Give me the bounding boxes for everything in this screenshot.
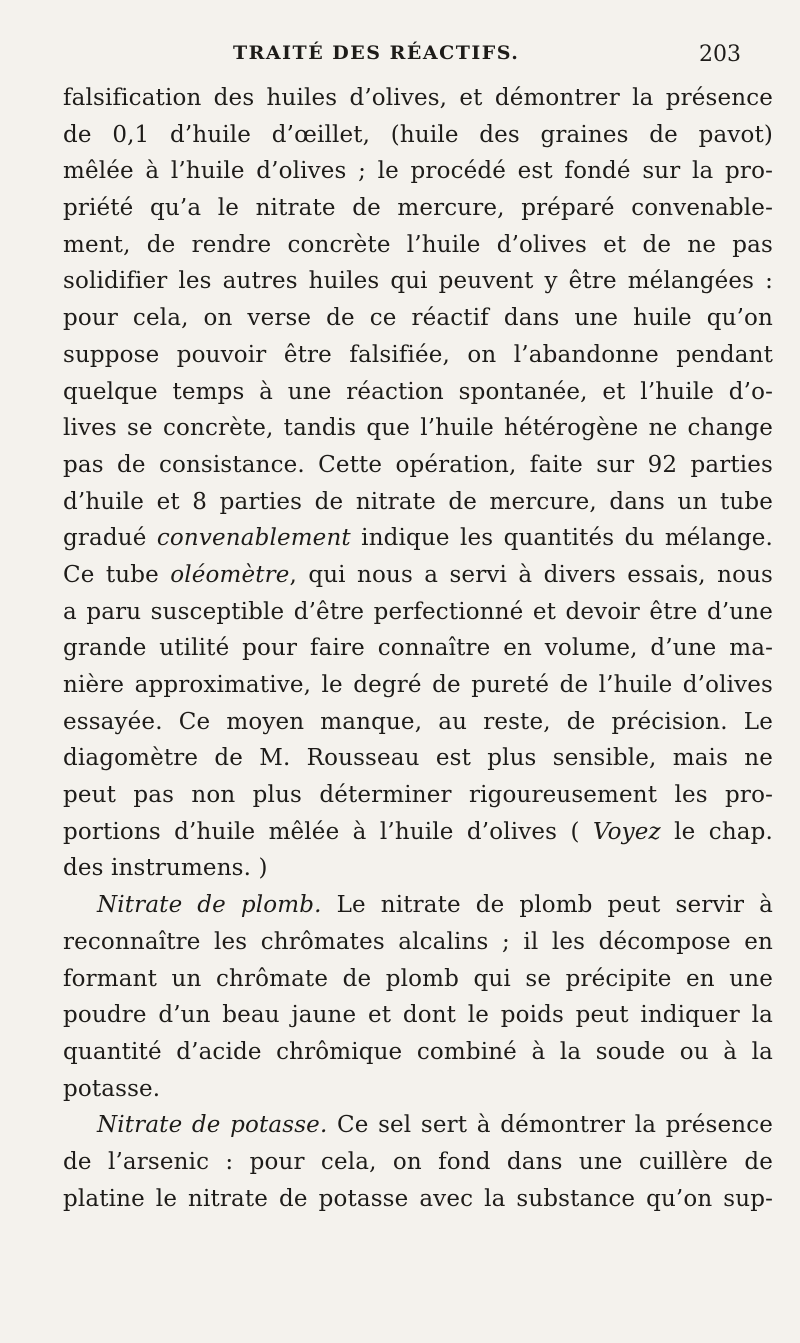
page-number: 203 [699, 42, 741, 67]
text-line [63, 410, 773, 447]
text-segment: falsification des huiles d’olives, et démontrer la présence [63, 85, 773, 111]
text-segment: Ce sel sert à démontrer la présence [327, 1112, 773, 1139]
text-line [63, 777, 773, 814]
text-segment: de 0,1 d’huile d’œillet, (huile des graines de pavot) [63, 121, 773, 148]
text-segment: grande utilité pour faire connaître en volume, d’une ma- [63, 635, 773, 662]
text-segment: quelque temps à une réaction spontanée, et l’huile d’o- [63, 378, 773, 405]
text-line [63, 447, 773, 484]
text-segment: indique les quantités du mélange. [350, 525, 773, 552]
text-line [63, 80, 773, 117]
text-line [63, 190, 773, 227]
text-line [63, 1181, 773, 1218]
text-segment: suppose pouvoir être falsifiée, on l’abandonne pendant [63, 341, 773, 368]
text-line [63, 850, 773, 887]
text-line [63, 1034, 773, 1071]
text-line [63, 117, 773, 154]
text-segment: quantité d’acide chrômique combiné à la soude ou à la [63, 1038, 773, 1065]
text-segment: platine le nitrate de potasse avec la substance qu’on sup- [63, 1185, 773, 1212]
text-line [63, 997, 773, 1034]
text-segment: a paru susceptible d’être perfectionné et devoir être d’une [63, 598, 773, 625]
text-line [63, 300, 773, 337]
text-segment: , qui nous a servi à divers essais, nous [289, 561, 773, 588]
text-line [63, 337, 773, 374]
text-line [63, 704, 773, 741]
text-segment: diagomètre de M. Rousseau est plus sensible, mais ne [63, 745, 773, 772]
italic-text: Nitrate de plomb. [97, 892, 322, 919]
italic-text: oléomètre [170, 561, 290, 588]
text-segment: lives se concrète, tandis que l’huile hétérogène ne change [63, 415, 773, 442]
text-segment: Ce tube [63, 561, 171, 588]
text-segment: poudre d’un beau jaune et dont le poids peut indiquer la [63, 1002, 773, 1029]
text-line [63, 667, 773, 704]
text-segment: pas de consistance. Cette opération, faite sur 92 parties [63, 451, 773, 478]
text-segment: nière approximative, le degré de pureté de l’huile d’olives [63, 672, 773, 698]
text-segment: de l’arsenic : pour cela, on fond dans une cuillère de [63, 1148, 773, 1175]
text-segment: Le nitrate de plomb peut servir à [321, 892, 773, 919]
italic-text: convenablement [156, 525, 351, 552]
text-line [63, 263, 773, 300]
text-segment: reconnaître les chrômates alcalins ; il les décompose en [63, 928, 773, 955]
text-line [63, 814, 773, 851]
text-segment: portions d’huile mêlée à l’huile d’olives ( [63, 818, 593, 845]
text-segment: peut pas non plus déterminer rigoureusement les pro- [63, 782, 773, 809]
text-segment: le chap. [660, 818, 773, 845]
text-line [63, 484, 773, 521]
text-line [63, 887, 773, 924]
text-line [63, 520, 773, 557]
text-segment: pour cela, on verse de ce réactif dans une huile qu’on [63, 305, 773, 332]
text-line [63, 630, 773, 667]
text-line [63, 1107, 773, 1144]
text-segment: d’huile et 8 parties de nitrate de mercure, dans un tube [63, 488, 773, 515]
text-line [63, 594, 773, 631]
text-line [63, 374, 773, 411]
text-segment: formant un chrômate de plomb qui se précipite en une [63, 965, 773, 992]
text-segment: potasse. [63, 1075, 161, 1102]
text-line [63, 1071, 773, 1108]
italic-text: Nitrate de potasse. [97, 1112, 328, 1139]
text-line [63, 740, 773, 777]
running-title: TRAITÉ DES RÉACTIFS. [233, 42, 520, 64]
text-segment: ment, de rendre concrète l’huile d’olives et de ne pas [63, 231, 773, 258]
text-line [63, 227, 773, 264]
page-body-text [63, 80, 773, 1217]
text-line [63, 153, 773, 190]
text-segment: solidifier les autres huiles qui peuvent y être mélangées : [63, 268, 773, 295]
page-header [0, 36, 800, 76]
text-segment: des instrumens. ) [63, 855, 268, 882]
text-segment: mêlée à l’huile d’olives ; le procédé est fondé sur la pro- [63, 158, 773, 185]
text-line [63, 924, 773, 961]
text-line [63, 557, 773, 594]
text-segment: gradué [63, 525, 157, 552]
text-segment: priété qu’a le nitrate de mercure, préparé convenable- [63, 195, 773, 222]
text-line [63, 1144, 773, 1181]
text-segment: essayée. Ce moyen manque, au reste, de précision. Le [63, 708, 773, 735]
italic-text: Voyez [592, 818, 661, 845]
text-line [63, 961, 773, 998]
